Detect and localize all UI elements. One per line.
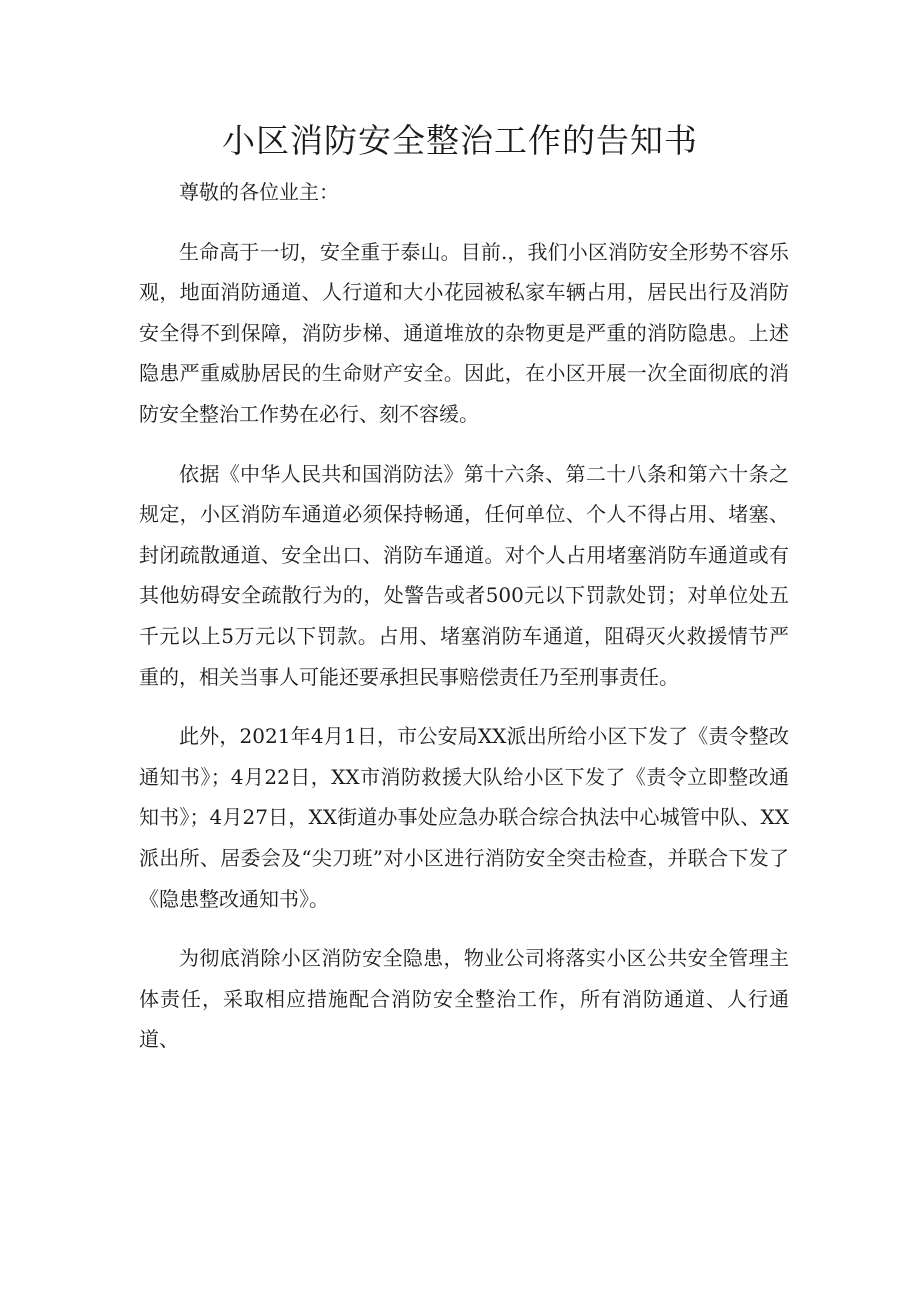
paragraph-legal-basis: 依据《中华人民共和国消防法》第十六条、第二十八条和第六十条之规定，小区消防车通道必须保持畅通，任何单位、个人不得占用、堵塞、封闭疏散通道、安全出口、消防车通道。对个人占用堵塞消防车通道或有其他妨碍安全疏散行为的，处警告或者500元以下罚款处罚；对单位处五千元以上5万元以下罚款。占用、堵塞消防车通道，阻碍灭火救援情节严重的，相关当事人可能还要承担民事赔偿责任乃至刑事责任。 — [139, 461, 789, 689]
document-title: 小区消防安全整治工作的告知书 — [222, 121, 698, 160]
paragraph-notices: 此外，2021年4月1日，市公安局XX派出所给小区下发了《责令整改通知书》；4月22日，XX市消防救援大队给小区下发了《责令立即整改通知书》；4月27日，XX街道办事处应急办联合综合执法中心城管中队、XX派出所、居委会及“尖刀班”对小区进行消防安全突击检查，并联合下发了《隐患整改通知书》。 — [139, 724, 789, 911]
paragraph-intro: 生命高于一切，安全重于泰山。目前.，我们小区消防安全形势不容乐观，地面消防通道、人行道和大小花园被私家车辆占用，居民出行及消防安全得不到保障，消防步梯、通道堆放的杂物更是严重的消防隐患。上述隐患严重威胁居民的生命财产安全。因此，在小区开展一次全面彻底的消防安全整治工作势在必行、刻不容缓。 — [139, 239, 789, 426]
document-body — [139, 172, 789, 1060]
paragraph-measures: 为彻底消除小区消防安全隐患，物业公司将落实小区公共安全管理主体责任，采取相应措施配合消防安全整治工作，所有消防通道、人行通道、 — [139, 946, 789, 1052]
salutation: 尊敬的各位业主： — [179, 180, 339, 204]
